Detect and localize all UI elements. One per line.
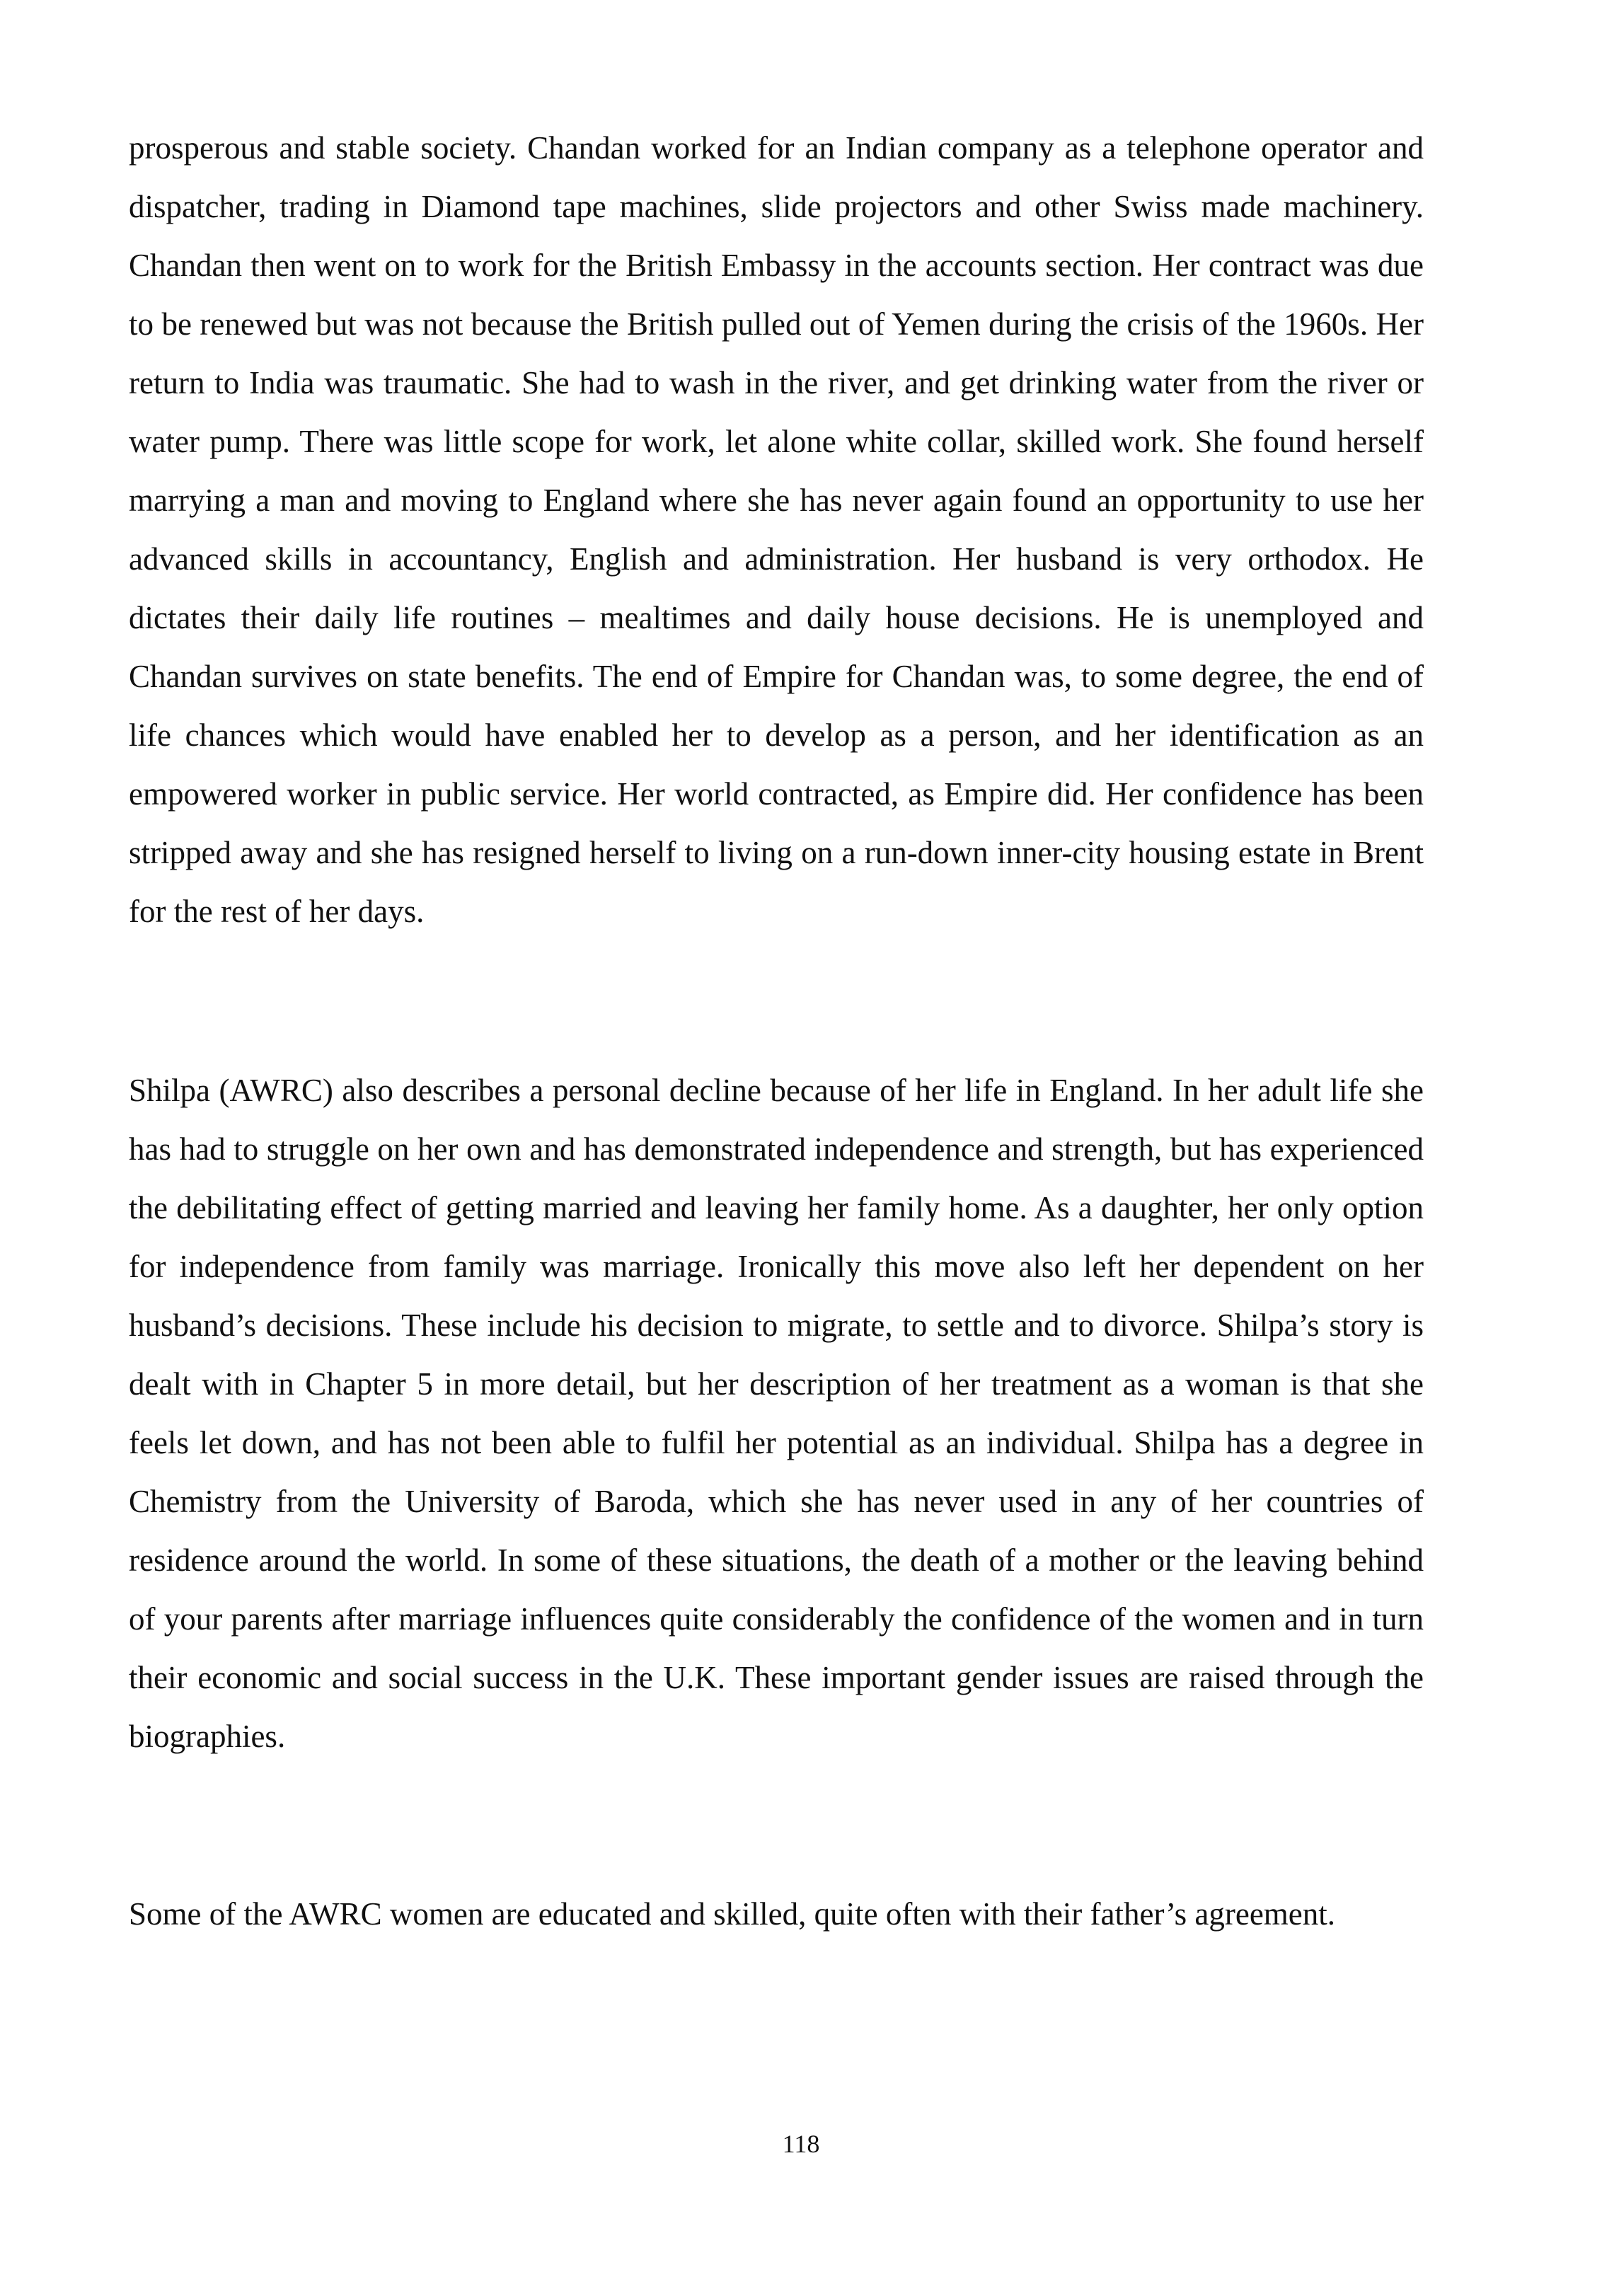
body-paragraph-awrc-women: Some of the AWRC women are educated and skilled, quite often with their father’s agreement. (129, 1896, 1336, 1932)
body-paragraph-shilpa: Shilpa (AWRC) also describes a personal decline because of her life in England. In her adult life she has had to struggle on her own and has demonstrated independence and strength, but has experienced the debilitating effect of getting married and leaving her family home. As a daughter, her only option for independence from family was marriage. Ironically this move also left her dependent on her husband’s decisions. These include his decision to migrate, to settle and to divorce. Shilpa’s story is dealt with in Chapter 5 in more detail, but her description of her treatment as a woman is that she feels let down, and has not been able to fulfil her potential as an individual. Shilpa has a degree in Chemistry from the University of Baroda, which she has never used in any of her countries of residence around the world. In some of these situations, the death of a mother or the leaving behind of your parents after marriage influences quite considerably the confidence of the women and in turn their economic and social success in the U.K. These important gender issues are raised through the biographies. (129, 1073, 1424, 1754)
page-number: 118 (782, 2130, 820, 2158)
body-paragraph-chandan: prosperous and stable society. Chandan worked for an Indian company as a telephone operator and dispatcher, trading in Diamond tape machines, slide projectors and other Swiss made machinery. Chandan then went on to work for the British Embassy in the accounts section. Her contract was due to be renewed but was not because the British pulled out of Yemen during the crisis of the 1960s. Her return to India was traumatic. She had to wash in the river, and get drinking water from the river or water pump. There was little scope for work, let alone white collar, skilled work. She found herself marrying a man and moving to England where she has never again found an opportunity to use her advanced skills in accountancy, English and administration. Her husband is very orthodox. He dictates their daily life routines – mealtimes and daily house decisions. He is unemployed and Chandan survives on state benefits. The end of Empire for Chandan was, to some degree, the end of life chances which would have enabled her to develop as a person, and her identification as an empowered worker in public service. Her world contracted, as Empire did. Her confidence has been stripped away and she has resigned herself to living on a run-down inner-city housing estate in Brent for the rest of her days. (129, 130, 1424, 929)
